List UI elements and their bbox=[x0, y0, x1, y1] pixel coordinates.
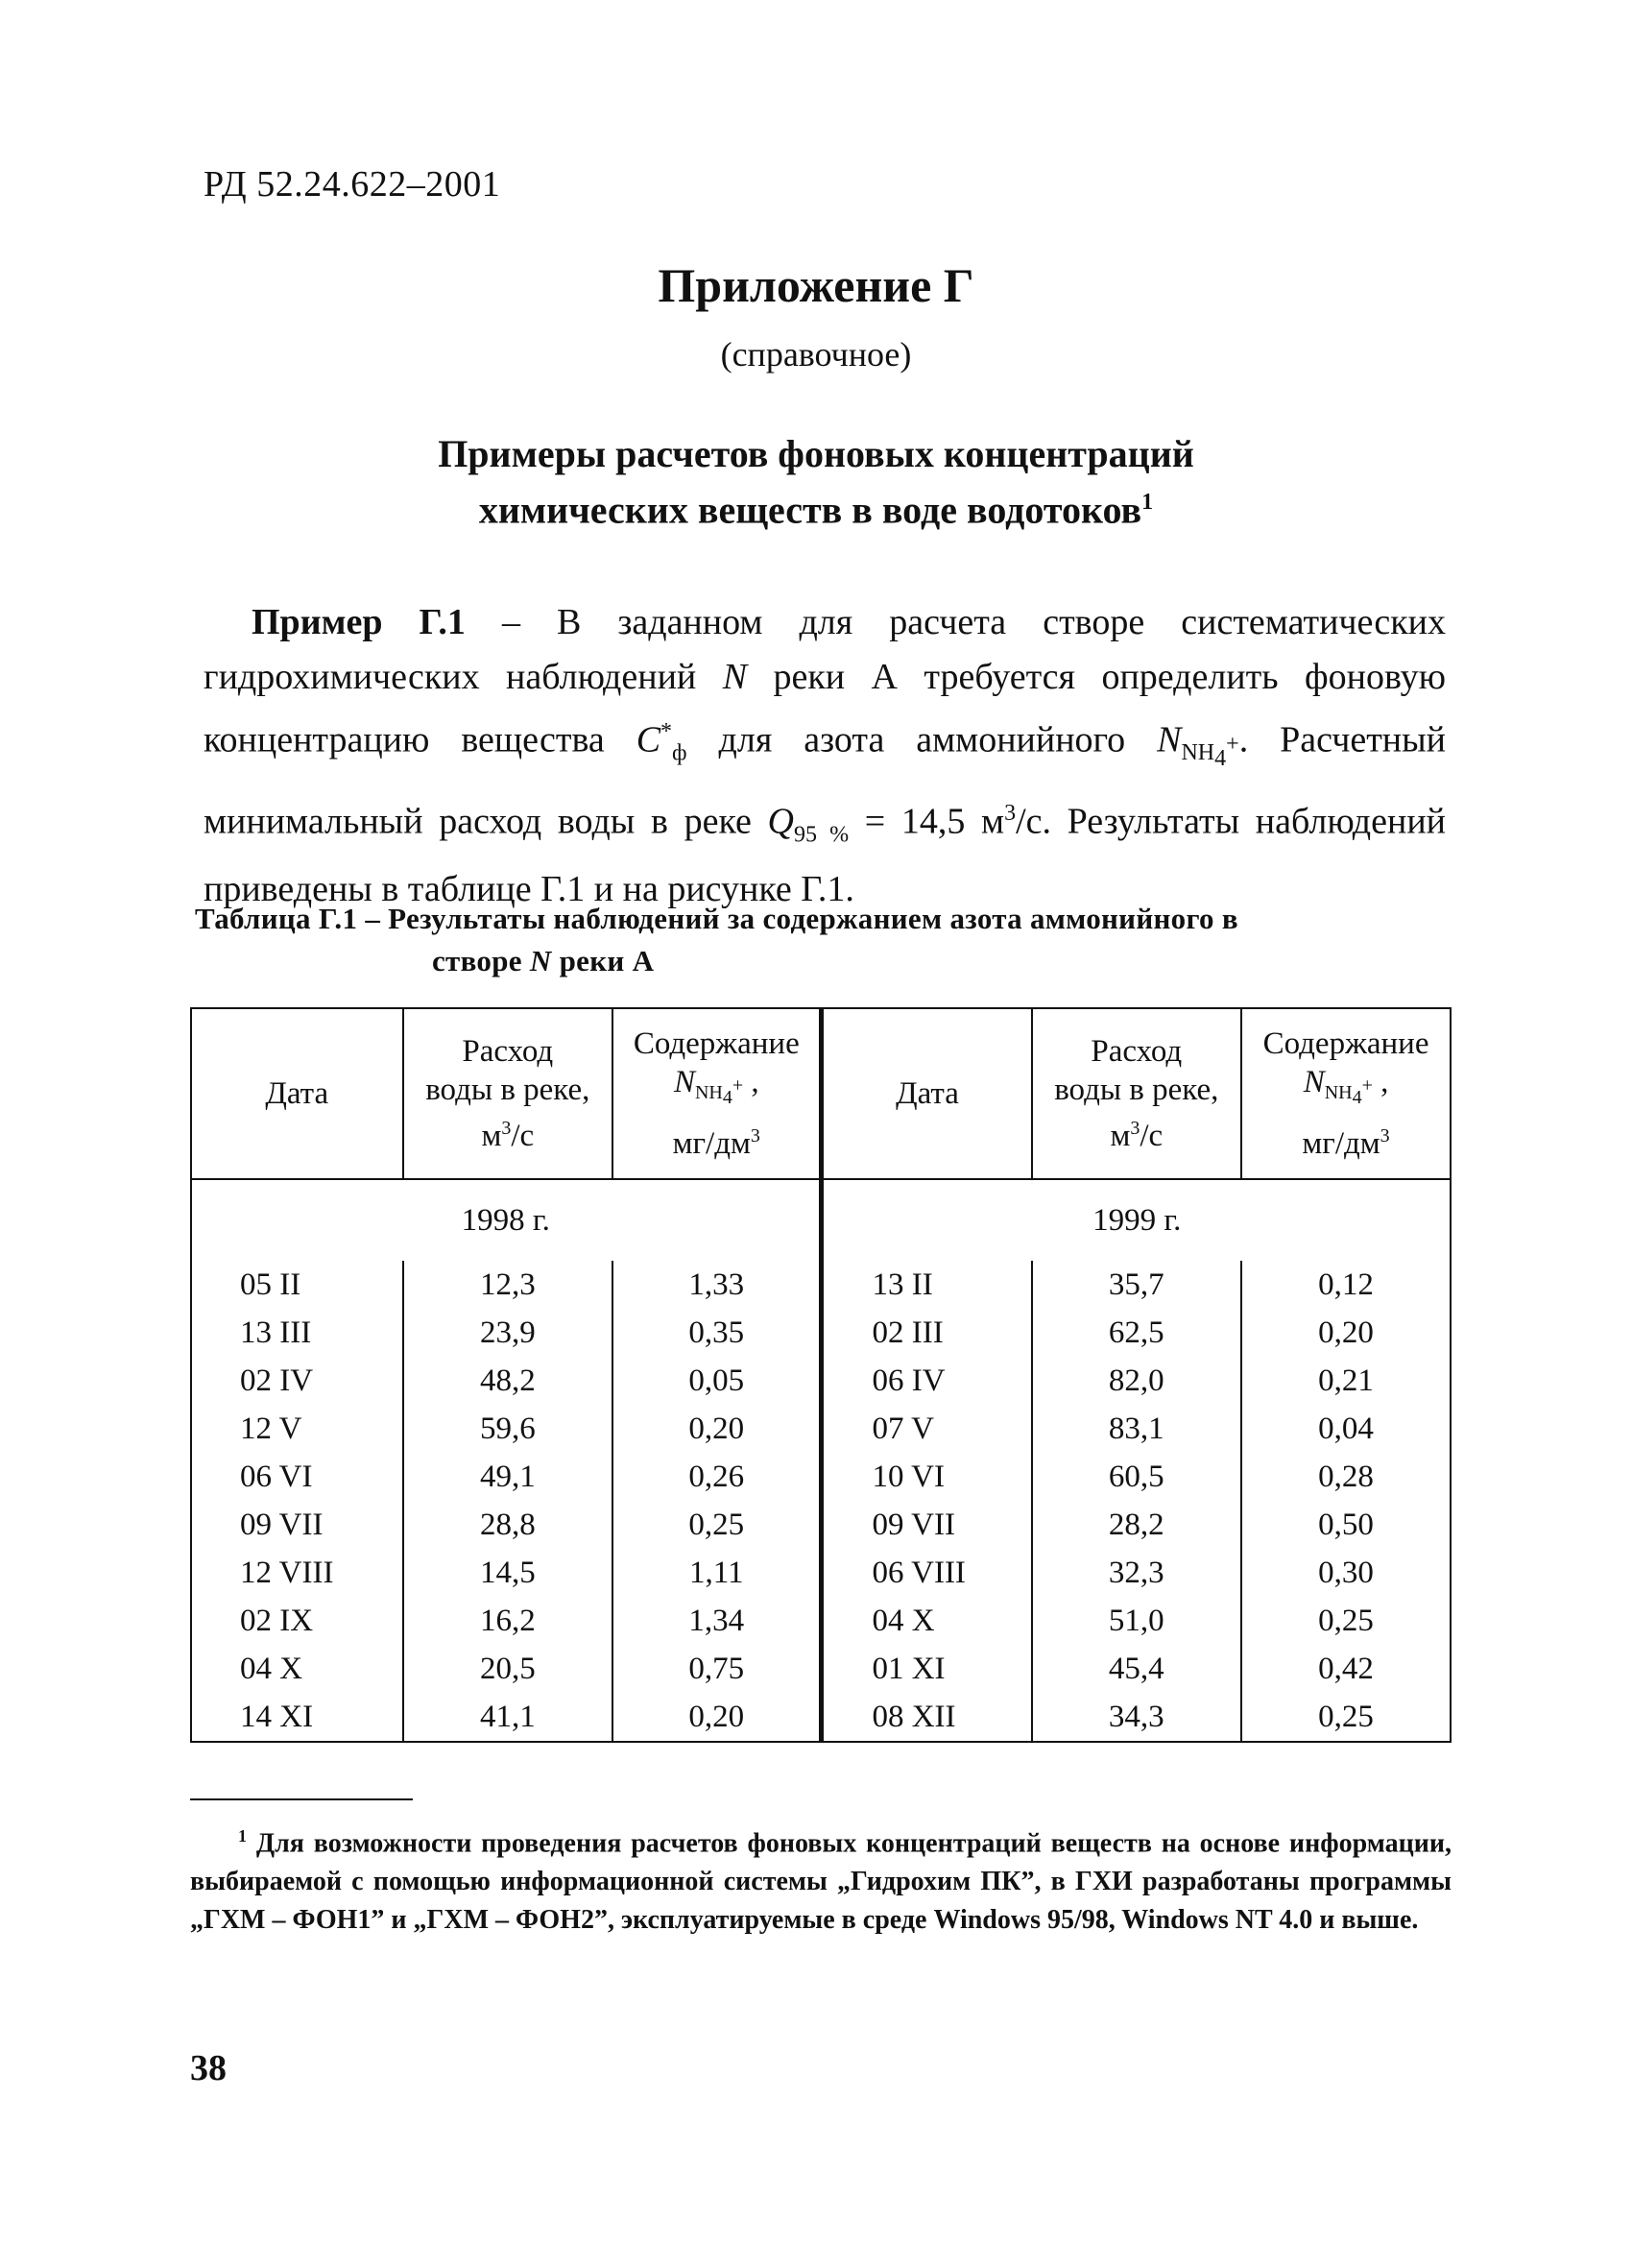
table-cell: 07 V bbox=[822, 1405, 1032, 1453]
footnote-text: Для возможности проведения расчетов фоновых концентраций веществ на основе информации, выбираемой с помощью информационной системы „Гидрохим ПК”, в ГХИ разработаны программы „ГХМ – ФОН1” и „ГХМ – ФОН2”, эксплуатируемые в среде Windows 95/98, Windows NT 4.0 и выше. bbox=[190, 1828, 1452, 1936]
col-date-2: Дата bbox=[822, 1008, 1032, 1179]
footnote-divider bbox=[190, 1798, 413, 1800]
table-cell: 12 VIII bbox=[191, 1549, 403, 1597]
table-cell: 10 VI bbox=[822, 1453, 1032, 1501]
col-flow: Расход воды в реке, $м^3/с$ bbox=[403, 1008, 613, 1179]
table-cell: 0,20 bbox=[612, 1693, 822, 1742]
appendix-subtitle: (справочное) bbox=[720, 335, 912, 374]
year-row bbox=[191, 1179, 1451, 1261]
table-row bbox=[191, 1645, 1451, 1693]
table-cell: 05 II bbox=[191, 1261, 403, 1309]
table-cell: 04 X bbox=[822, 1597, 1032, 1645]
table-cell: 02 III bbox=[822, 1309, 1032, 1357]
table-cell: 1,33 bbox=[612, 1261, 822, 1309]
table-cell: 14 XI bbox=[191, 1693, 403, 1742]
table-cell: 0,42 bbox=[1241, 1645, 1451, 1693]
table-cell: 01 XI bbox=[822, 1645, 1032, 1693]
section-title bbox=[0, 430, 1632, 534]
table-cell: 60,5 bbox=[1032, 1453, 1242, 1501]
table-row bbox=[191, 1549, 1451, 1597]
year-right: 1999 г. bbox=[822, 1179, 1451, 1261]
table-cell: 0,21 bbox=[1241, 1357, 1451, 1405]
table-cell: 34,3 bbox=[1032, 1693, 1242, 1742]
table-cell: 0,26 bbox=[612, 1453, 822, 1501]
document-code: РД 52.24.622–2001 bbox=[204, 164, 501, 205]
table-cell: 16,2 bbox=[403, 1597, 613, 1645]
table-cell: 0,04 bbox=[1241, 1405, 1451, 1453]
table-cell: 0,20 bbox=[1241, 1309, 1451, 1357]
table-cell: 51,0 bbox=[1032, 1597, 1242, 1645]
table-cell: 28,2 bbox=[1032, 1501, 1242, 1549]
table-cell: 02 IV bbox=[191, 1357, 403, 1405]
table-cell: 82,0 bbox=[1032, 1357, 1242, 1405]
table-cell: 1,34 bbox=[612, 1597, 822, 1645]
table-row bbox=[191, 1261, 1451, 1309]
table-caption: Таблица Г.1 – Результаты наблюдений за содержанием азота аммонийного в створе N реки А bbox=[195, 902, 1238, 977]
table-cell: 48,2 bbox=[403, 1357, 613, 1405]
table-row bbox=[191, 1501, 1451, 1549]
table-cell: 0,50 bbox=[1241, 1501, 1451, 1549]
table-row bbox=[191, 1453, 1451, 1501]
appendix-title: Приложение Г bbox=[658, 258, 974, 312]
table-cell: 09 VII bbox=[191, 1501, 403, 1549]
table-cell: 0,35 bbox=[612, 1309, 822, 1357]
col-content: Содержание $N_{NH_4^+}$ , $мг/дм^3$ bbox=[612, 1008, 822, 1179]
table-cell: 13 III bbox=[191, 1309, 403, 1357]
table-caption-label: Таблица Г.1 bbox=[195, 902, 358, 935]
table-header-row bbox=[191, 1008, 1451, 1179]
col-content-2: Содержание $N_{NH_4^+}$ , $мг/дм^3$ bbox=[1241, 1008, 1451, 1179]
table-row bbox=[191, 1597, 1451, 1645]
table-cell: 23,9 bbox=[403, 1309, 613, 1357]
col-date: Дата bbox=[191, 1008, 403, 1179]
table-cell: 12 V bbox=[191, 1405, 403, 1453]
page-number: 38 bbox=[190, 2048, 227, 2088]
table-cell: 0,25 bbox=[1241, 1597, 1451, 1645]
table-cell: 35,7 bbox=[1032, 1261, 1242, 1309]
table-cell: 41,1 bbox=[403, 1693, 613, 1742]
table-cell: 08 XII bbox=[822, 1693, 1032, 1742]
table-cell: 02 IX bbox=[191, 1597, 403, 1645]
table-cell: 20,5 bbox=[403, 1645, 613, 1693]
table-cell: 0,28 bbox=[1241, 1453, 1451, 1501]
example-paragraph: Пример Г.1 – В заданном для расчета створе систематических гидрохимических наблюдений N реки А требуется определить фоновую концентрацию вещества $C^*_ф$ для азота аммонийного $N_{NH_4^+}$. Расчетный минимальный расход воды в реке $Q_{95 \%} = 14,5$ $м^3/с$. Результаты наблюдений приведены в таблице Г.1 и на рисунке Г.1. bbox=[204, 602, 1446, 910]
table-cell: 0,20 bbox=[612, 1405, 822, 1453]
table-cell: 06 VIII bbox=[822, 1549, 1032, 1597]
table-cell: 0,05 bbox=[612, 1357, 822, 1405]
table-cell: 06 IV bbox=[822, 1357, 1032, 1405]
table-row bbox=[191, 1405, 1451, 1453]
table-cell: 06 VI bbox=[191, 1453, 403, 1501]
example-label: Пример Г.1 bbox=[252, 602, 466, 642]
footnote bbox=[190, 1817, 1452, 1940]
table-cell: 45,4 bbox=[1032, 1645, 1242, 1693]
table-cell: 32,3 bbox=[1032, 1549, 1242, 1597]
footnote-mark: 1 bbox=[238, 1826, 247, 1846]
table-cell: 0,30 bbox=[1241, 1549, 1451, 1597]
table-cell: 14,5 bbox=[403, 1549, 613, 1597]
observation-table bbox=[190, 1007, 1452, 1743]
table-cell: 0,25 bbox=[1241, 1693, 1451, 1742]
col-flow-2: Расход воды в реке, $м^3/с$ bbox=[1032, 1008, 1242, 1179]
table-cell: 0,75 bbox=[612, 1645, 822, 1693]
footnote-ref: 1 bbox=[1141, 490, 1154, 515]
section-title-line1: Примеры расчетов фоновых концентраций bbox=[438, 432, 1194, 475]
table-row bbox=[191, 1357, 1451, 1405]
table-cell: 04 X bbox=[191, 1645, 403, 1693]
table-cell: 1,11 bbox=[612, 1549, 822, 1597]
table-cell: 0,25 bbox=[612, 1501, 822, 1549]
table-cell: 0,12 bbox=[1241, 1261, 1451, 1309]
table-cell: 83,1 bbox=[1032, 1405, 1242, 1453]
table-cell: 13 II bbox=[822, 1261, 1032, 1309]
table-cell: 49,1 bbox=[403, 1453, 613, 1501]
section-title-line2: химических веществ в воде водотоков bbox=[478, 488, 1142, 532]
table-cell: 09 VII bbox=[822, 1501, 1032, 1549]
table-row bbox=[191, 1693, 1451, 1742]
table-cell: 62,5 bbox=[1032, 1309, 1242, 1357]
table-cell: 28,8 bbox=[403, 1501, 613, 1549]
table-cell: 12,3 bbox=[403, 1261, 613, 1309]
table-row bbox=[191, 1309, 1451, 1357]
year-left: 1998 г. bbox=[191, 1179, 822, 1261]
table-cell: 59,6 bbox=[403, 1405, 613, 1453]
